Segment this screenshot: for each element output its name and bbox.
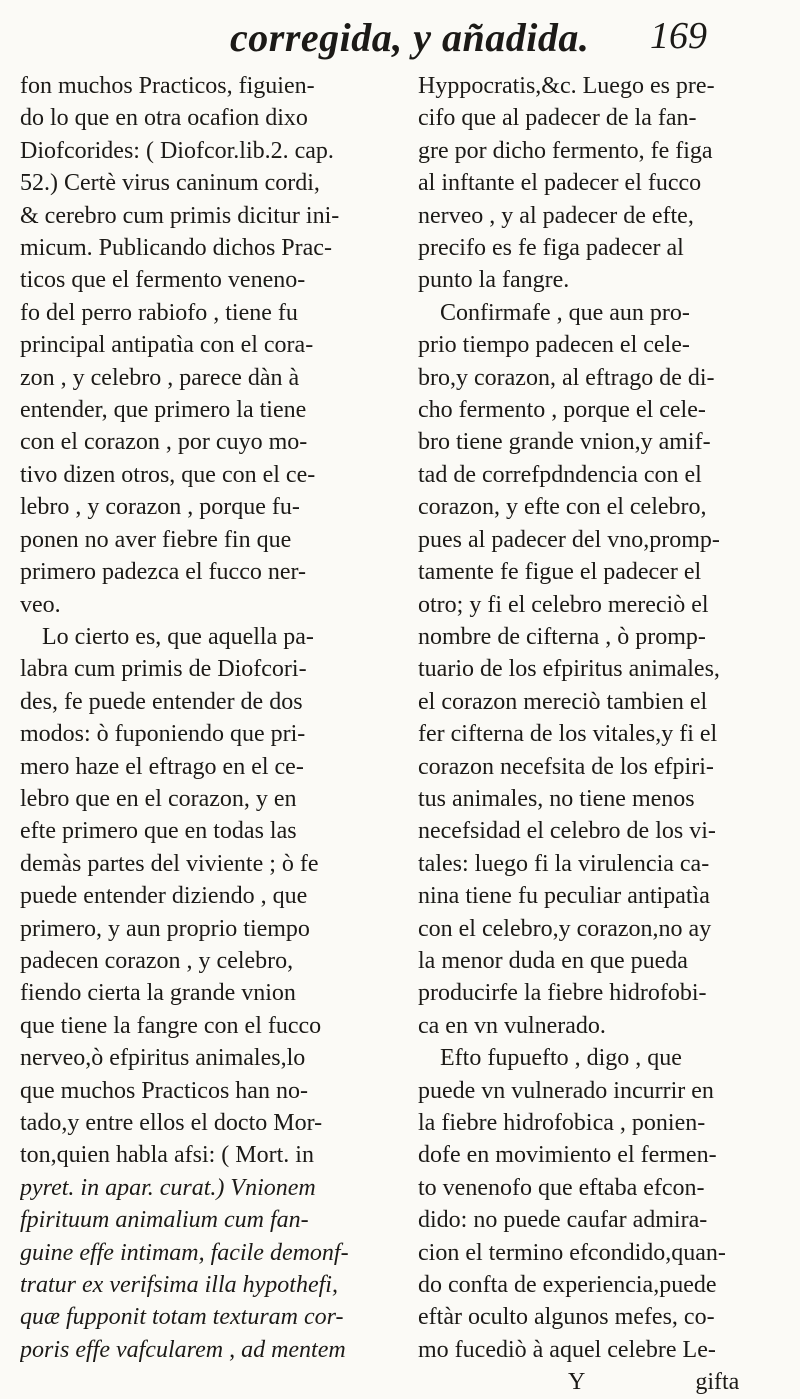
text-line: necefsidad el celebro de los vi- <box>418 818 716 845</box>
text-line: Hyppocratis,&c. Luego es pre- <box>418 73 715 99</box>
signature-mark: Y <box>568 1369 586 1396</box>
text-line: tad de correfpdndencia con el <box>418 461 702 488</box>
text-line: labra cum primis de Diofcori- <box>20 656 307 683</box>
text-line: lebro , y corazon , porque fu- <box>20 494 300 521</box>
text-line: Confirmafe , que aun pro- <box>440 299 690 326</box>
text-line: do lo que en otra ocafion dixo <box>20 105 308 132</box>
text-line: cho fermento , porque el cele- <box>418 397 706 424</box>
text-line: precifo es fe figa padecer al <box>418 235 684 262</box>
text-line: pues al padecer del vno,promp- <box>418 526 720 553</box>
text-line: que muchos Practicos han no- <box>20 1077 308 1104</box>
text-line: fo del perro rabiofo , tiene fu <box>20 299 298 326</box>
text-line: principal antipatìa con el cora- <box>20 332 314 359</box>
text-line: punto la fangre. <box>418 267 570 294</box>
text-line: 52.) Certè virus caninum cordi, <box>20 170 320 197</box>
text-line: otro; y fi el celebro mereciò el <box>418 591 709 618</box>
text-line: nerveo,ò efpiritus animales,lo <box>20 1045 306 1072</box>
text-line: producirfe la fiebre hidrofobi- <box>418 980 707 1007</box>
left-column <box>20 70 382 1366</box>
text-line: corazon, y efte con el celebro, <box>418 494 707 521</box>
text-line: con el corazon , por cuyo mo- <box>20 429 308 456</box>
text-line: corazon necefsita de los efpiri- <box>418 753 714 780</box>
text-line: primero, y aun proprio tiempo <box>20 915 310 942</box>
text-line: nombre de cifterna , ò promp- <box>418 623 706 650</box>
text-line: veo. <box>20 591 61 618</box>
text-line: fpirituum animalium cum fan- <box>20 1207 309 1234</box>
text-line: Efto fupuefto , digo , que <box>440 1045 682 1072</box>
text-line: dido: no puede caufar admira- <box>418 1207 708 1234</box>
text-line: do confta de experiencia,puede <box>418 1272 717 1299</box>
text-line: efte primero que en todas las <box>20 818 297 845</box>
text-line: pyret. in apar. curat.) Vnionem <box>20 1174 316 1201</box>
text-line: fon muchos Practicos, figuien- <box>20 73 315 99</box>
text-line: el corazon mereciò tambien el <box>418 688 708 715</box>
text-line: tuario de los efpiritus animales, <box>418 656 720 683</box>
text-line: & cerebro cum primis dicitur ini- <box>20 202 340 229</box>
text-line: bro,y corazon, al eftrago de di- <box>418 364 715 391</box>
text-line: con el celebro,y corazon,no ay <box>418 915 712 942</box>
text-line: tivo dizen otros, que con el ce- <box>20 461 316 488</box>
text-line: mo fucediò à aquel celebre Le- <box>418 1336 716 1363</box>
text-line: puede entender diziendo , que <box>20 883 308 910</box>
text-line: fer cifterna de los vitales,y fi el <box>418 721 718 748</box>
text-line: la fiebre hidrofobica , ponien- <box>418 1110 706 1136</box>
text-line: guine effe intimam, facile demonf- <box>20 1239 349 1266</box>
text-line: dofe en movimiento el fermen- <box>418 1142 717 1169</box>
text-line: tratur ex verifsima illa hypothefi, <box>20 1272 338 1299</box>
text-line: fiendo cierta la grande vnion <box>20 980 296 1007</box>
text-line: to venenofo que eftaba efcon- <box>418 1174 705 1201</box>
text-line: eftàr oculto algunos mefes, co- <box>418 1304 715 1331</box>
running-title: corregida, y añadida. <box>230 15 590 60</box>
text-line: gre por dicho fermento, fe figa <box>418 137 713 164</box>
text-line: ticos que el fermento veneno- <box>20 267 306 294</box>
text-line: ton,quien habla afsi: ( Mort. in <box>20 1142 314 1169</box>
text-line: des, fe puede entender de dos <box>20 688 303 715</box>
text-line: mero haze el eftrago en el ce- <box>20 753 304 780</box>
text-line: Lo cierto es, que aquella pa- <box>42 623 314 650</box>
page-footer <box>418 1366 782 1398</box>
text-line: zon , y celebro , parece dàn à <box>20 364 300 391</box>
text-line: poris effe vafcularem , ad mentem <box>20 1336 346 1363</box>
text-line: cifo que al padecer de la fan- <box>418 105 697 132</box>
text-line: modos: ò fuponiendo que pri- <box>20 721 306 748</box>
text-line: ca en vn vulnerado. <box>418 1012 606 1039</box>
text-line: padecen corazon , y celebro, <box>20 947 294 974</box>
text-line: ponen no aver fiebre fin que <box>20 526 292 553</box>
text-line: Diofcorides: ( Diofcor.lib.2. cap. <box>20 137 334 164</box>
text-line: tales: luego fi la virulencia ca- <box>418 850 710 877</box>
page-number: 169 <box>650 15 707 57</box>
text-line: la menor duda en que pueda <box>418 947 688 974</box>
text-line: tado,y entre ellos el docto Mor- <box>20 1110 323 1136</box>
text-line: cion el termino efcondido,quan- <box>418 1239 726 1266</box>
text-line: tamente fe figue el padecer el <box>418 559 702 586</box>
text-line: bro tiene grande vnion,y amif- <box>418 429 711 456</box>
text-line: demàs partes del viviente ; ò fe <box>20 850 319 877</box>
text-line: nina tiene fu peculiar antipatìa <box>418 883 710 910</box>
text-line: tus animales, no tiene menos <box>418 785 695 812</box>
text-line: micum. Publicando dichos Prac- <box>20 235 332 262</box>
text-line: puede vn vulnerado incurrir en <box>418 1077 714 1104</box>
right-column <box>418 70 782 1399</box>
text-line: quæ fupponit totam texturam cor- <box>20 1304 344 1331</box>
text-line: al inftante el padecer el fucco <box>418 170 702 197</box>
text-line: prio tiempo padecen el cele- <box>418 332 690 359</box>
text-line: entender, que primero la tiene <box>20 397 307 424</box>
text-line: lebro que en el corazon, y en <box>20 785 297 812</box>
text-line: primero padezca el fucco ner- <box>20 559 307 586</box>
catchword: gifta <box>695 1369 740 1396</box>
text-line: que tiene la fangre con el fucco <box>20 1012 322 1039</box>
text-line: nerveo , y al padecer de efte, <box>418 202 694 229</box>
page-header <box>0 8 800 72</box>
